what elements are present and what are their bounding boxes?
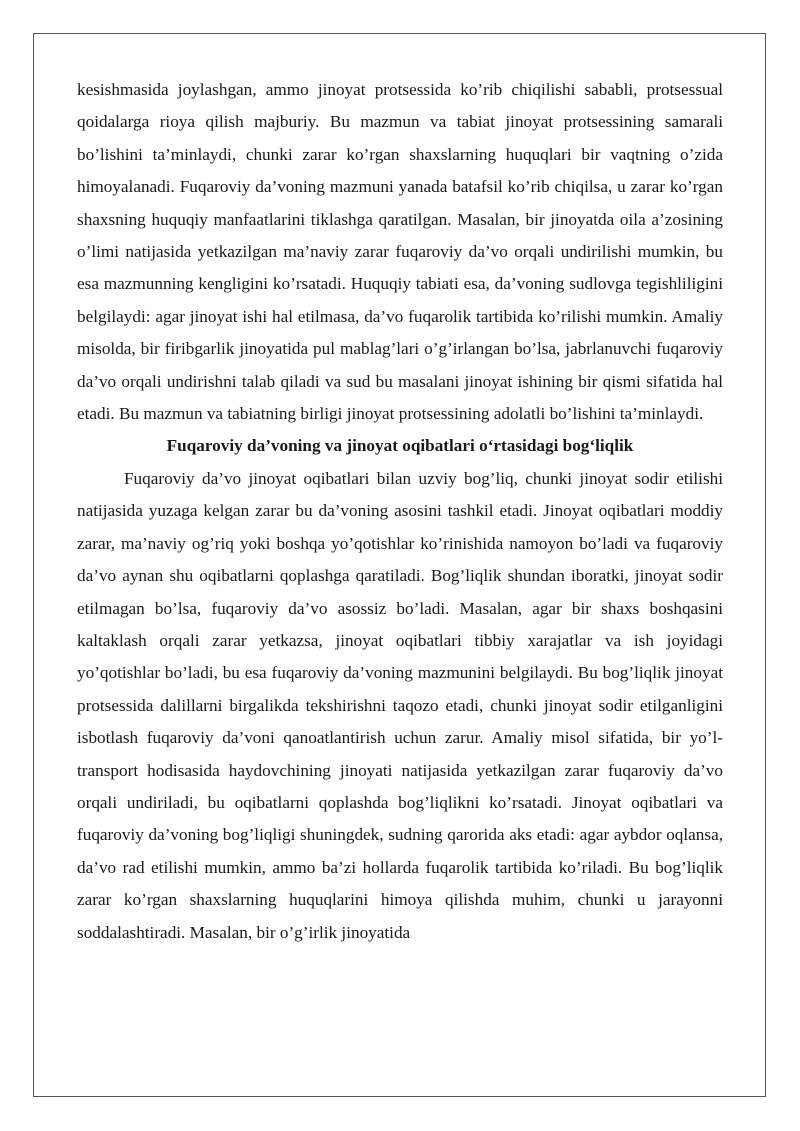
document-body: [77, 74, 723, 949]
paragraph-continuation: kesishmasida joylashgan, ammo jinoyat protsessida ko’rib chiqilishi sababli, protsessual qoidalarga rioya qilish majburiy. Bu mazmun va tabiat jinoyat protsessining samarali bo’lishini ta’minlaydi, chunki zarar ko’rgan shaxslarning huquqlari bir vaqtning o’zida himoyalanadi. Fuqaroviy da’voning mazmuni yanada batafsil ko’rib chiqilsa, u zarar ko’rgan shaxsning huquqiy manfaatlarini tiklashga qaratilgan. Masalan, bir jinoyatda oila a’zosining o’limi natijasida yetkazilgan ma’naviy zarar fuqaroviy da’vo orqali undirilishi mumkin, bu esa mazmunning kengligini ko’rsatadi. Huquqiy tabiati esa, da’voning sudlovga tegishliligini belgilaydi: agar jinoyat ishi hal etilmasa, da’vo fuqarolik tartibida ko’rilishi mumkin. Amaliy misolda, bir firibgarlik jinoyatida pul mablag’lari o’g’irlangan bo’lsa, jabrlanuvchi fuqaroviy da’vo orqali undirishni talab qiladi va sud bu masalani jinoyat ishining bir qismi sifatida hal etadi. Bu mazmun va tabiatning birligi jinoyat protsessining adolatli bo’lishini ta’minlaydi.: [77, 80, 723, 424]
paragraph-body: Fuqaroviy da’vo jinoyat oqibatlari bilan uzviy bog’liq, chunki jinoyat sodir etilishi natijasida yuzaga kelgan zarar bu da’voning asosini tashkil etadi. Jinoyat oqibatlari moddiy zarar, ma’naviy og’riq yoki boshqa yo’qotishlar ko’rinishida namoyon bo’ladi va fuqaroviy da’vo aynan shu oqibatlarni qoplashga qaratiladi. Bog’liqlik shundan iboratki, jinoyat sodir etilmagan bo’lsa, fuqaroviy da’vo asossiz bo’ladi. Masalan, agar bir shaxs boshqasini kaltaklash orqali zarar yetkazsa, jinoyat oqibatlari tibbiy xarajatlar va ish joyidagi yo’qotishlar bo’ladi, bu esa fuqaroviy da’voning mazmunini belgilaydi. Bu bog’liqlik jinoyat protsessida dalillarni birgalikda tekshirishni taqozo etadi, chunki jinoyat sodir etilganligini isbotlash fuqaroviy da’voni qanoatlantirish uchun zarur. Amaliy misol sifatida, bir yo’l-transport hodisasida haydovchining jinoyati natijasida yetkazilgan zarar fuqaroviy da’vo orqali undiriladi, bu oqibatlarni qoplashda bog’liqlikni ko’rsatadi. Jinoyat oqibatlari va fuqaroviy da’voning bog’liqligi shuningdek, sudning qarorida aks etadi: agar aybdor oqlansa, da’vo rad etilishi mumkin, ammo ba’zi hollarda fuqarolik tartibida ko’riladi. Bu bog’liqlik zarar ko’rgan shaxslarning huquqlarini himoya qilishda muhim, chunki u jarayonni soddalashtiradi. Masalan, bir o’g’irlik jinoyatida: [77, 468, 723, 942]
section-heading: Fuqaroviy da’voning va jinoyat oqibatlari o‘rtasidagi bog‘liqlik: [166, 436, 634, 456]
